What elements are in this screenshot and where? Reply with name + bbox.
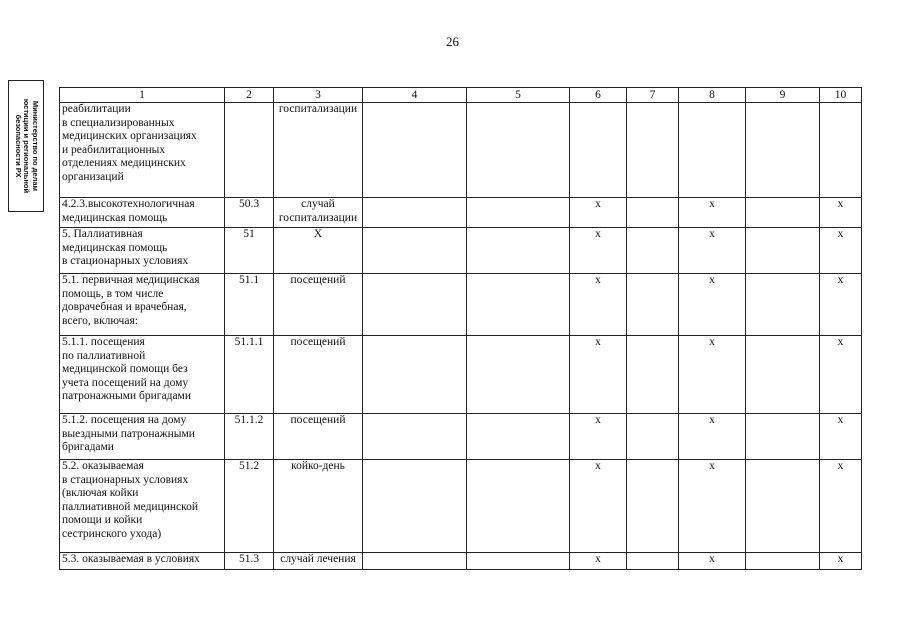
row-code-cell: 51	[225, 228, 274, 274]
row-code-cell	[225, 103, 274, 198]
value-cell-col-4	[363, 414, 467, 460]
table-row	[60, 553, 862, 570]
column-header-9: 9	[746, 88, 820, 103]
value-cell-col-7	[627, 198, 679, 228]
table-row	[60, 274, 862, 336]
column-header-1: 1	[60, 88, 225, 103]
value-cell-col-5	[467, 414, 570, 460]
unit-cell: X	[274, 228, 363, 274]
value-cell-col-7	[627, 414, 679, 460]
value-cell-col-9	[746, 198, 820, 228]
value-cell-col-7	[627, 103, 679, 198]
column-header-4: 4	[363, 88, 467, 103]
value-cell-col-10: x	[820, 414, 862, 460]
column-header-10: 10	[820, 88, 862, 103]
value-cell-col-9	[746, 460, 820, 553]
value-cell-col-10: x	[820, 336, 862, 414]
value-cell-col-8: x	[679, 228, 746, 274]
value-cell-col-7	[627, 460, 679, 553]
value-cell-col-9	[746, 103, 820, 198]
value-cell-col-9	[746, 274, 820, 336]
row-code-cell: 51.1	[225, 274, 274, 336]
data-table	[59, 87, 862, 570]
value-cell-col-8	[679, 103, 746, 198]
indicator-name-cell: 5.3. оказываемая в условиях	[60, 553, 225, 570]
stamp-line: Министерство по делам	[30, 100, 40, 192]
value-cell-col-6: x	[570, 553, 627, 570]
unit-cell: койко-день	[274, 460, 363, 553]
table-row	[60, 336, 862, 414]
value-cell-col-7	[627, 336, 679, 414]
indicator-name-cell: 5. Паллиативная медицинская помощь в стационарных условиях	[60, 228, 225, 274]
value-cell-col-7	[627, 274, 679, 336]
value-cell-col-5	[467, 336, 570, 414]
row-code-cell: 51.1.1	[225, 336, 274, 414]
value-cell-col-10: x	[820, 460, 862, 553]
value-cell-col-10: x	[820, 274, 862, 336]
row-code-cell: 51.1.2	[225, 414, 274, 460]
table-row	[60, 198, 862, 228]
indicator-name-cell: 5.1.2. посещения на дому выездными патронажными бригадами	[60, 414, 225, 460]
value-cell-col-4	[363, 553, 467, 570]
value-cell-col-6: x	[570, 274, 627, 336]
stamp-text	[13, 82, 39, 210]
value-cell-col-5	[467, 198, 570, 228]
indicator-name-cell: реабилитации в специализированных медицинских организациях и реабилитационных отделениях медицинских организаций	[60, 103, 225, 198]
value-cell-col-9	[746, 336, 820, 414]
page-number: 26	[446, 34, 459, 49]
value-cell-col-4	[363, 460, 467, 553]
value-cell-col-7	[627, 228, 679, 274]
value-cell-col-6: x	[570, 414, 627, 460]
value-cell-col-4	[363, 198, 467, 228]
value-cell-col-10: x	[820, 198, 862, 228]
value-cell-col-10: x	[820, 228, 862, 274]
table-row	[60, 103, 862, 198]
unit-cell: случай госпитализации	[274, 198, 363, 228]
value-cell-col-6: x	[570, 460, 627, 553]
value-cell-col-6: x	[570, 198, 627, 228]
stamp-line: безопасности РХ	[13, 114, 23, 178]
column-header-8: 8	[679, 88, 746, 103]
column-header-6: 6	[570, 88, 627, 103]
value-cell-col-5	[467, 228, 570, 274]
table-row	[60, 414, 862, 460]
indicator-name-cell: 5.1.1. посещения по паллиативной медицинской помощи без учета посещений на дому патронажными бригадами	[60, 336, 225, 414]
value-cell-col-8: x	[679, 198, 746, 228]
value-cell-col-4	[363, 274, 467, 336]
value-cell-col-6: x	[570, 336, 627, 414]
value-cell-col-8: x	[679, 274, 746, 336]
unit-cell: госпитализации	[274, 103, 363, 198]
value-cell-col-9	[746, 414, 820, 460]
value-cell-col-5	[467, 274, 570, 336]
row-code-cell: 51.3	[225, 553, 274, 570]
unit-cell: случай лечения	[274, 553, 363, 570]
unit-cell: посещений	[274, 414, 363, 460]
indicator-name-cell: 5.2. оказываемая в стационарных условиях (включая койки паллиативной медицинской помощи и койки сестринского ухода)	[60, 460, 225, 553]
value-cell-col-10: x	[820, 553, 862, 570]
value-cell-col-8: x	[679, 336, 746, 414]
value-cell-col-9	[746, 228, 820, 274]
value-cell-col-8: x	[679, 553, 746, 570]
column-header-3: 3	[274, 88, 363, 103]
value-cell-col-7	[627, 553, 679, 570]
indicator-name-cell: 5.1. первичная медицинская помощь, в том числе доврачебная и врачебная, всего, включая:	[60, 274, 225, 336]
stamp-line: юстиции и региональной	[22, 98, 32, 194]
column-header-7: 7	[627, 88, 679, 103]
table-row	[60, 228, 862, 274]
value-cell-col-8: x	[679, 460, 746, 553]
ministry-stamp	[8, 80, 44, 212]
value-cell-col-4	[363, 228, 467, 274]
header-row	[60, 88, 862, 103]
value-cell-col-8: x	[679, 414, 746, 460]
column-header-5: 5	[467, 88, 570, 103]
value-cell-col-9	[746, 553, 820, 570]
unit-cell: посещений	[274, 336, 363, 414]
unit-cell: посещений	[274, 274, 363, 336]
value-cell-col-10	[820, 103, 862, 198]
value-cell-col-6	[570, 103, 627, 198]
value-cell-col-4	[363, 103, 467, 198]
table-row	[60, 460, 862, 553]
row-code-cell: 50.3	[225, 198, 274, 228]
value-cell-col-5	[467, 103, 570, 198]
value-cell-col-5	[467, 553, 570, 570]
value-cell-col-6: x	[570, 228, 627, 274]
value-cell-col-4	[363, 336, 467, 414]
row-code-cell: 51.2	[225, 460, 274, 553]
column-header-2: 2	[225, 88, 274, 103]
value-cell-col-5	[467, 460, 570, 553]
indicator-name-cell: 4.2.3.высокотехнологичная медицинская помощь	[60, 198, 225, 228]
